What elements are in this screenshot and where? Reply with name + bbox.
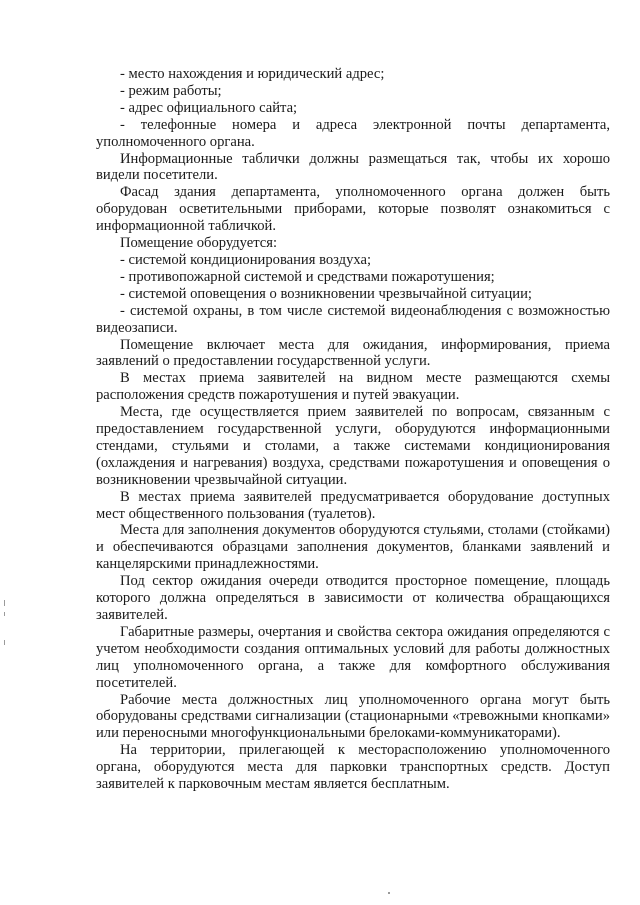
paragraph: - системой кондиционирования воздуха; — [120, 251, 372, 268]
paragraph: На территории, прилегающей к месторасположению уполномоченного органа, оборудуются места для парковки транспортных средств. Доступ заявителей к парковочным местам является бесплатным. — [96, 742, 610, 793]
paragraph: - системой охраны, в том числе системой видеонаблюдения с возможностью видеозаписи. — [96, 302, 610, 336]
paragraph: Фасад здания департамента, уполномоченного органа должен быть оборудован осветительными приборами, которые позволят ознакомиться с информационной табличкой. — [96, 184, 610, 235]
paragraph: Под сектор ожидания очереди отводится просторное помещение, площадь которого должна определяться в зависимости от количества обращающихся заявителей. — [96, 573, 610, 623]
paragraph: - место нахождения и юридический адрес; — [120, 66, 385, 82]
paragraph: - телефонные номера и адреса электронной почты департамента, уполномоченного органа. — [96, 116, 610, 150]
paragraph: В местах приема заявителей на видном месте размещаются схемы расположения средств пожаротушения и путей эвакуации. — [96, 370, 610, 404]
paragraph: Рабочие места должностных лиц уполномоченного органа могут быть оборудованы средствами сигнализации (стационарными «тревожными кнопками» или переносными многофункциональными брелоками-коммуникаторами). — [96, 691, 610, 742]
scan-mark — [4, 612, 5, 616]
scan-mark — [4, 640, 5, 645]
paragraph: В местах приема заявителей предусматривается оборудование доступных мест общественного пользования (туалетов). — [96, 488, 610, 522]
paragraph: Места для заполнения документов оборудуются стульями, столами (стойками) и обеспечиваются образцами заполнения документов, бланками заявлений и канцелярскими принадлежностями. — [96, 522, 610, 573]
paragraph: Места, где осуществляется прием заявителей по вопросам, связанным с предоставлением государственной услуги, оборудуются информационными стендами, стульями и столами, а также системами кондиционирования (охлаждения и нагревания) воздуха, средствами пожаротушения и оповещения о возникновении чрезвычайной ситуации. — [96, 404, 610, 488]
paragraph: - противопожарной системой и средствами пожаротушения; — [120, 268, 495, 285]
scan-mark — [388, 892, 390, 894]
paragraph: Помещение включает места для ожидания, информирования, приема заявлений о предоставлении государственной услуги. — [96, 336, 610, 370]
paragraph: - системой оповещения о возникновении чрезвычайной ситуации; — [120, 285, 532, 302]
paragraph: Информационные таблички должны размещаться так, чтобы их хорошо видели посетители. — [96, 150, 610, 184]
paragraph: Габаритные размеры, очертания и свойства сектора ожидания определяются с учетом необходимости создания оптимальных условий для работы должностных лиц уполномоченного органа, а также для комфортного обслуживания посетителей. — [96, 623, 610, 691]
paragraph: Помещение оборудуется: — [120, 235, 278, 252]
document-body — [96, 66, 610, 793]
paragraph: - адрес официального сайта; — [120, 99, 298, 116]
paragraph: - режим работы; — [120, 82, 222, 99]
scan-mark — [4, 600, 5, 606]
